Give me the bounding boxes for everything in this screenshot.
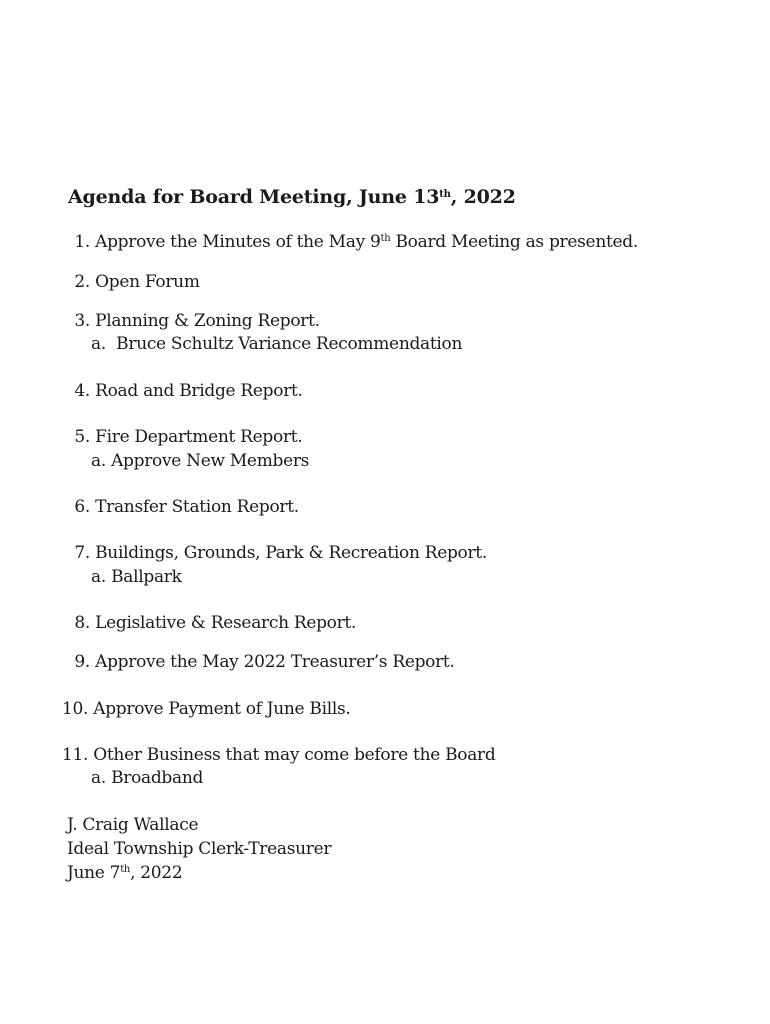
agenda-subitem-11a: a. Broadband [91,768,204,788]
agenda-item-7: 7. Buildings, Grounds, Park & Recreation Report. [74,543,487,563]
agenda-item-11: 11. Other Business that may come before the Board [62,745,496,765]
agenda-subitem-3a: a. Bruce Schultz Variance Recommendation [91,334,463,354]
agenda-item-2: 2. Open Forum [74,272,200,292]
signature-name: J. Craig Wallace [67,815,199,835]
agenda-item-9: 9. Approve the May 2022 Treasurer’s Report. [74,652,455,672]
agenda-item-5: 5. Fire Department Report. [74,427,303,447]
agenda-item-3: 3. Planning & Zoning Report. [74,311,320,331]
agenda-item-10: 10. Approve Payment of June Bills. [62,699,351,719]
agenda-subitem-7a: a. Ballpark [91,567,182,587]
agenda-item-4: 4. Road and Bridge Report. [74,381,303,401]
agenda-title: Agenda for Board Meeting, June 13th, 2022 [68,186,516,208]
agenda-subitem-5a: a. Approve New Members [91,451,310,471]
signature-position: Ideal Township Clerk-Treasurer [67,839,332,859]
agenda-item-1: 1. Approve the Minutes of the May 9th Board Meeting as presented. [74,232,638,252]
agenda-item-6: 6. Transfer Station Report. [74,497,299,517]
agenda-item-8: 8. Legislative & Research Report. [74,613,357,633]
signature-date: June 7th, 2022 [67,863,183,883]
